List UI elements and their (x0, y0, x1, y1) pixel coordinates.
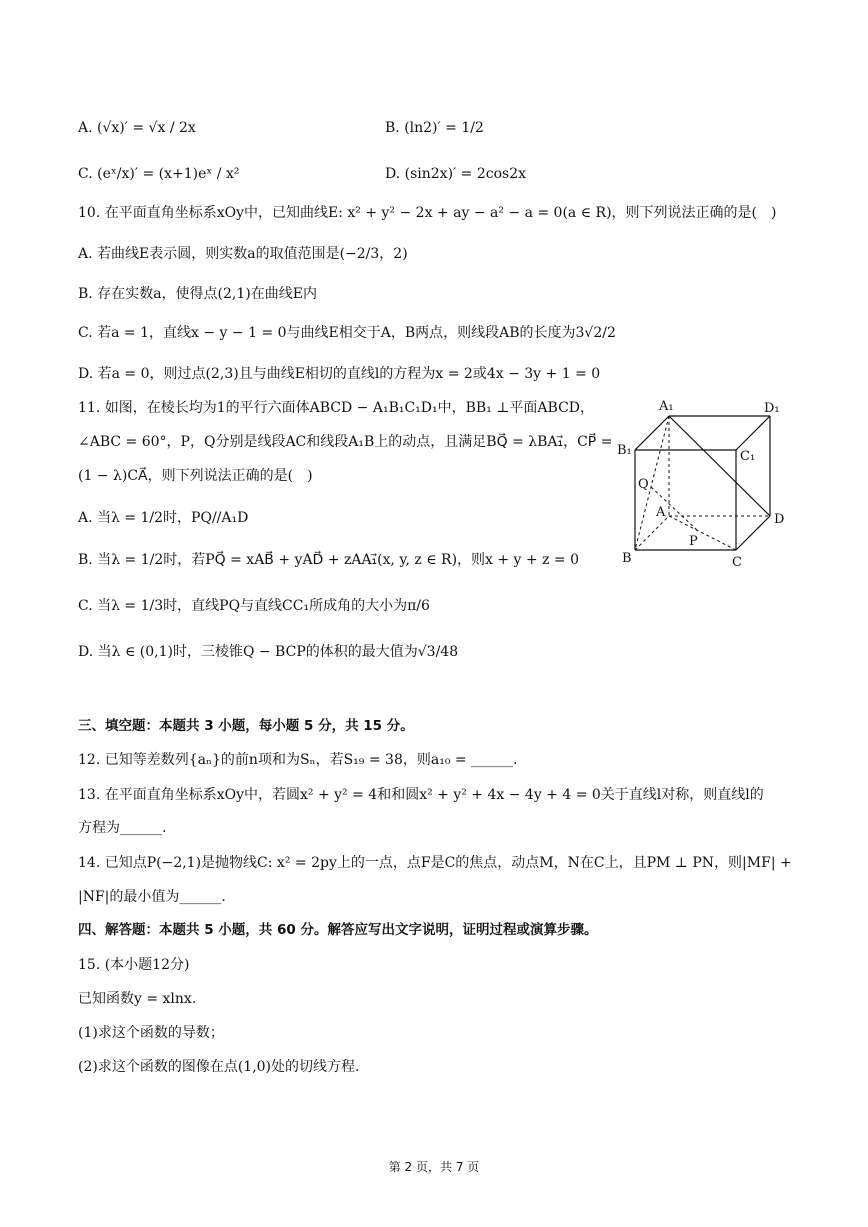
q15-part1: (1)求这个函数的导数； (78, 1025, 224, 1041)
q15-title: 15. (本小题12分) (78, 957, 190, 973)
q13-line1: 13. 在平面直角坐标系xOy中，若圆x² + y² = 4和和圆x² + y² + 4x − 4y + 4 = 0关于直线l对称，则直线l的 (78, 787, 764, 803)
label-p: P (689, 534, 698, 549)
label-d1: D₁ (764, 401, 780, 416)
q10-option-c: C. 若a = 1，直线x − y − 1 = 0与曲线E相交于A，B两点，则线段AB的长度为3√2/2 (78, 325, 616, 341)
q13-line2: 方程为______. (78, 820, 167, 836)
parallelepiped-figure (612, 398, 794, 573)
q12: 12. 已知等差数列{aₙ}的前n项和为Sₙ，若S₁₉ = 38，则a₁₀ = ______. (78, 752, 518, 768)
q10-option-a: A. 若曲线E表示圆，则实数a的取值范围是(−2/3，2) (78, 246, 408, 262)
q11-option-b: B. 当λ = 1/2时，若PQ⃗ = xAB⃗ + yAD⃗ + zAA₁⃗(x, y, z ∈ R)，则x + y + z = 0 (78, 552, 580, 568)
q11-option-c: C. 当λ = 1/3时，直线PQ与直线CC₁所成角的大小为π/6 (78, 598, 430, 614)
label-a: A (656, 505, 666, 520)
q15-given: 已知函数y = xlnx. (78, 991, 197, 1007)
q14-line2: |NF|的最小值为______. (78, 889, 226, 905)
q9-option-c: C. (eˣ/x)′ = (x+1)eˣ / x² (78, 166, 240, 182)
section3-heading: 三、填空题：本题共 3 小题，每小题 5 分，共 15 分。 (78, 718, 414, 734)
q14-line1: 14. 已知点P(−2,1)是抛物线C: x² = 2py上的一点，点F是C的焦点，动点M，N在C上，且PM ⊥ PN，则|MF| + (78, 855, 792, 871)
q15-part2: (2)求这个函数的图像在点(1,0)处的切线方程. (78, 1059, 360, 1075)
label-b1: B₁ (617, 443, 632, 458)
q11-stem-line2: ∠ABC = 60°，P，Q分别是线段AC和线段A₁B上的动点，且满足BQ⃗ = λBA₁⃗，CP⃗ = (78, 434, 613, 450)
q9-option-a: A. (√x)′ = √x / 2x (78, 120, 196, 136)
label-q: Q (638, 477, 649, 492)
q11-stem-line3: (1 − λ)CA⃗，则下列说法正确的是( ) (78, 468, 313, 484)
q10-option-b: B. 存在实数a，使得点(2,1)在曲线E内 (78, 286, 317, 302)
label-b: B (622, 551, 632, 566)
label-c: C (732, 555, 742, 570)
q11-stem-line1: 11. 如图，在棱长均为1的平行六面体ABCD − A₁B₁C₁D₁中，BB₁ ⊥平面ABCD， (78, 400, 595, 416)
label-c1: C₁ (740, 449, 756, 464)
q10-option-d: D. 若a = 0，则过点(2,3)且与曲线E相切的直线l的方程为x = 2或4x − 3y + 1 = 0 (78, 366, 601, 382)
label-d: D (774, 512, 785, 527)
q9-option-b: B. (ln2)′ = 1/2 (385, 120, 484, 136)
q11-option-d: D. 当λ ∈ (0,1)时，三棱锥Q − BCP的体积的最大值为√3/48 (78, 644, 459, 660)
label-a1: A₁ (659, 399, 674, 414)
section4-heading: 四、解答题：本题共 5 小题，共 60 分。解答应写出文字说明，证明过程或演算步骤。 (78, 922, 598, 938)
q9-option-d: D. (sin2x)′ = 2cos2x (385, 166, 527, 182)
q10-stem: 10. 在平面直角坐标系xOy中，已知曲线E: x² + y² − 2x + ay − a² − a = 0(a ∈ R)，则下列说法正确的是( ) (78, 205, 777, 221)
page-footer: 第 2 页，共 7 页 (388, 1160, 480, 1174)
q11-option-a: A. 当λ = 1/2时，PQ//A₁D (78, 510, 249, 526)
